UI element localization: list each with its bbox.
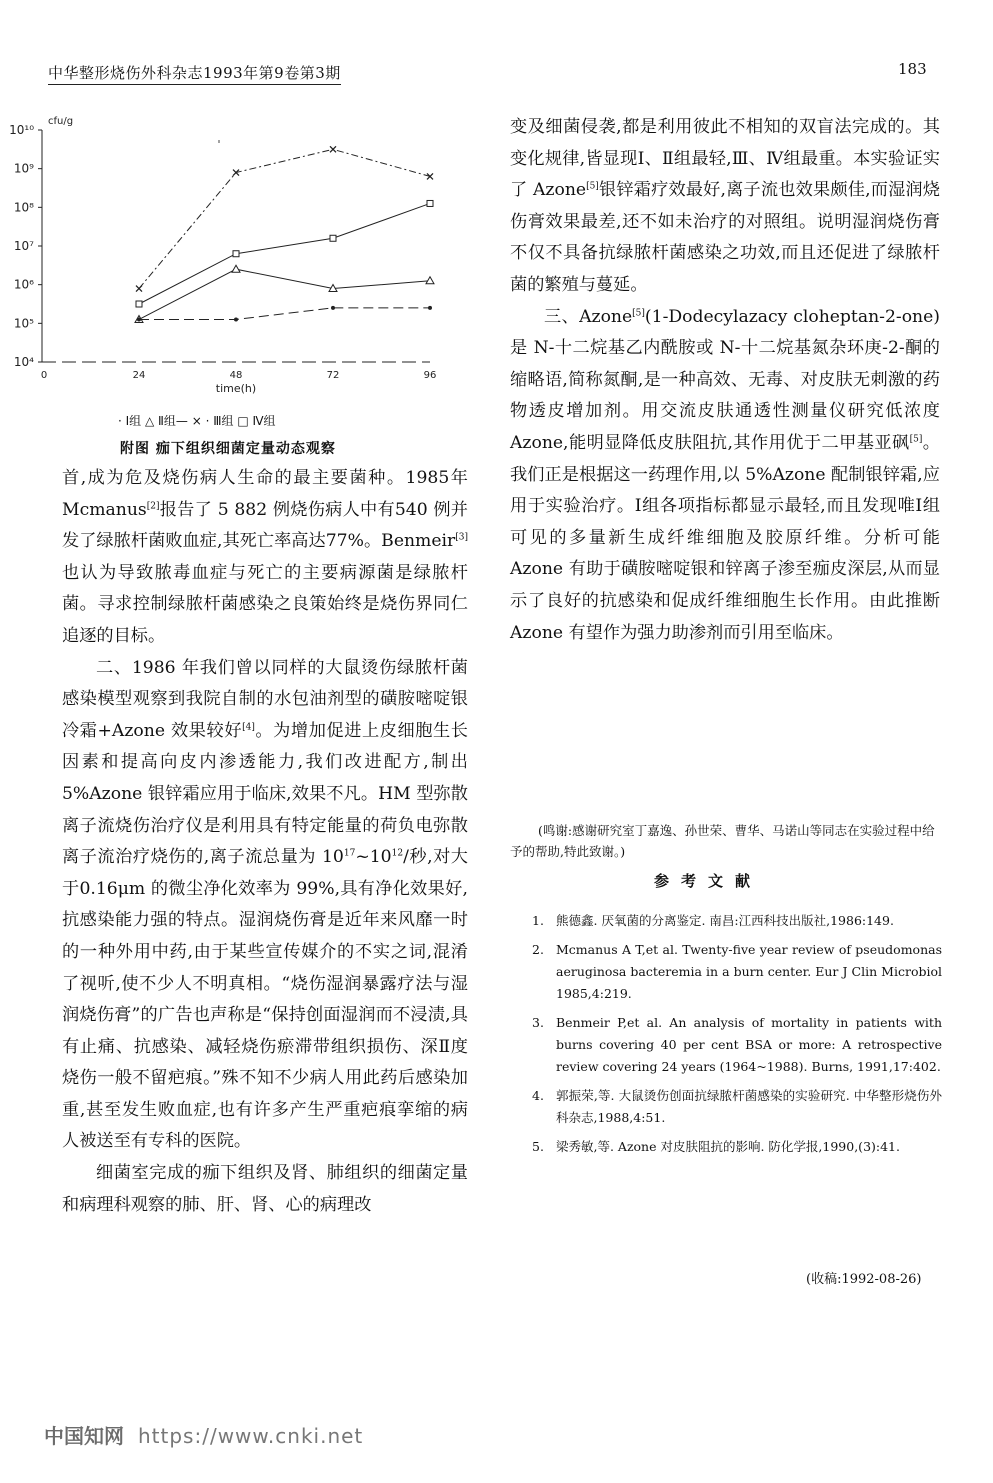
x-tick-label: 48: [229, 370, 243, 381]
reference-item: 2. Mcmanus A T,et al. Twenty-five year review of pseudomonas aeruginosa bacteremia in a burn center. Eur J Clin Microbiol 1985,4:219.: [532, 942, 942, 1001]
series-line-2: [139, 203, 430, 304]
watermark-footer: [44, 1420, 363, 1449]
y-tick-label: 10⁸: [13, 200, 34, 215]
paragraph: 三、Azone[5](1-Dodecylazacy cloheptan-2-one)是 N-十二烷基乙内酰胺或 N-十二烷基氮杂环庚-2-酮的缩略语,简称氮酮,是一种高效、无毒、对皮肤无刺激的药物透皮增加剂。用交流皮肤通透性测量仪研究低浓度 Azone,能明显降低皮肤阻抗,其作用优于二甲基亚砜[5]。我们正是根据这一药理作用,以 5%Azone 配制银锌霜,应用于实验治疗。Ⅰ组各项指标都显示最轻,而且发现唯Ⅰ组可见的多量新生成纤维细胞及胶原纤维。分析可能 Azone 有助于磺胺嘧啶银和锌离子渗至痂皮深层,从而显示了良好的抗感染和促成纤维细胞生长作用。由此推断 Azone 有望作为强力助渗剂而引用至临床。: [510, 306, 941, 643]
running-header: 中华整形烧伤外科杂志1993年第9卷第3期: [48, 62, 341, 85]
paragraph: 变及细菌侵袭,都是利用彼此不相知的双盲法完成的。其变化规律,皆显现Ⅰ、Ⅱ组最轻,Ⅲ、Ⅳ组最重。本实验证实了 Azone[5]银锌霜疗效最好,离子流也效果颇佳,而湿润烧伤膏效果最差,还不如未治疗的对照组。说明湿润烧伤膏不仅不具备抗绿脓杆菌感染之功效,而且还促进了绿脓杆菌的繁殖与蔓延。: [510, 117, 940, 295]
y-tick-label: 10⁹: [13, 161, 34, 176]
data-point-square: [136, 301, 142, 307]
references-heading: 参考文献: [654, 872, 763, 890]
y-tick-label: 10⁴: [13, 355, 34, 369]
y-tick-label: 10⁶: [13, 277, 34, 292]
acknowledgement: (鸣谢:感谢研究室丁嘉逸、孙世荣、曹华、马诺山等同志在实验过程中给予的帮助,特此致谢。): [510, 823, 935, 859]
data-point-square: [330, 235, 336, 241]
y-unit-label: cfu/g: [48, 116, 74, 127]
paragraph: 细菌室完成的痂下组织及肾、肺组织的细菌定量和病理科观察的肺、肝、肾、心的病理改: [62, 1163, 468, 1215]
chart-legend: · Ⅰ组 △ Ⅱ组— × · Ⅲ组 □ Ⅳ组: [118, 414, 276, 428]
data-point-dot: [137, 317, 141, 321]
x-axis-label: time(h): [215, 382, 257, 395]
reference-item: 3. Benmeir P,et al. An analysis of mortality in patients with burns covering 40 per cent BSA or more: A retrospective review covering 24 years (1964~1988). Burns, 1991,17:402.: [532, 1015, 942, 1074]
data-point-triangle: [232, 265, 240, 272]
site-name: 中国知网: [44, 1424, 124, 1448]
data-point-x: [136, 286, 142, 292]
figure-caption: 附图 痂下组织细菌定量动态观察: [120, 441, 336, 457]
x-tick-label: 0: [40, 370, 48, 381]
x-tick-label: 96: [423, 370, 437, 381]
paragraph: 二、1986 年我们曾以同样的大鼠烫伤绿脓杆菌感染模型观察到我院自制的水包油剂型的磺胺嘧啶银冷霜+Azone 效果较好[4]。为增加促进上皮细胞生长因素和提高向皮内渗透能力,我们改进配方,制出 5%Azone 银锌霜应用于临床,效果不凡。HM 型弥散离子流烧伤治疗仪是利用具有特定能量的荷负电弥散离子流治疗烧伤的,离子流总量为 $10^{17}\sim 10^{12}/$秒,对大于0.16μm 的微尘净化效率为 99%,具有净化效果好,抗感染能力强的特点。湿润烧伤膏是近年来风靡一时的一种外用中药,由于某些宣传媒介的不实之词,混淆了视听,使不少人不明真相。“烧伤湿润暴露疗法与湿润烧伤膏”的广告也声称是“保持创面湿润而不浸渍,具有止痛、抗感染、减轻烧伤瘀滞带组织损伤、深Ⅱ度烧伤一般不留疤痕。”殊不知不少病人用此药后感染加重,甚至发生败血症,也有许多产生严重疤痕挛缩的病人被送至有专科的医院。: [62, 657, 468, 1152]
paragraph: 首,成为危及烧伤病人生命的最主要菌种。1985年 Mcmanus[2]报告了 5 882 例烧伤病人中有540 例并发了绿脓杆菌败血症,其死亡率高达77%。Benmeir[3]也认为导致脓毒血症与死亡的主要病源菌是绿脓杆菌。寻求控制绿脓杆菌感染之良策始终是烧伤界同仁追逐的目标。: [62, 468, 468, 646]
y-tick-label: 10⁵: [13, 316, 34, 331]
reference-item: 5. 梁秀敏,等. Azone 对皮肤阻抗的影响. 防化学报,1990,(3):41.: [532, 1139, 900, 1154]
reference-item: 1. 熊德鑫. 厌氧菌的分离鉴定. 南昌:江西科技出版社,1986:149.: [532, 913, 894, 928]
x-tick-label: 24: [132, 370, 146, 381]
data-point-dot: [428, 306, 432, 310]
data-point-square: [233, 251, 239, 257]
reference-item: 4. 郭振荣,等. 大鼠烫伤创面抗绿脓杆菌感染的实验研究. 中华整形烧伤外科杂志,1988,4:51.: [532, 1088, 942, 1125]
data-point-square: [427, 200, 433, 206]
x-tick-label: 72: [326, 370, 340, 381]
series-line-4: [139, 308, 430, 320]
received-date: (收稿:1992-08-26): [806, 1272, 922, 1287]
data-point-dot: [331, 306, 335, 310]
bacteria-count-chart: [0, 110, 450, 410]
right-column: [510, 112, 940, 649]
left-column: [62, 463, 468, 1221]
site-url[interactable]: https://www.cnki.net: [138, 1424, 364, 1448]
data-point-x: [330, 146, 336, 152]
page-number: 183: [898, 60, 927, 78]
y-tick-label: 10¹⁰: [9, 123, 34, 137]
series-line-3: [139, 269, 430, 319]
data-point-triangle: [426, 277, 434, 284]
reference-list: [532, 910, 942, 1165]
data-point-x: [427, 173, 433, 179]
data-point-dot: [234, 317, 238, 321]
y-tick-label: 10⁷: [13, 239, 34, 253]
